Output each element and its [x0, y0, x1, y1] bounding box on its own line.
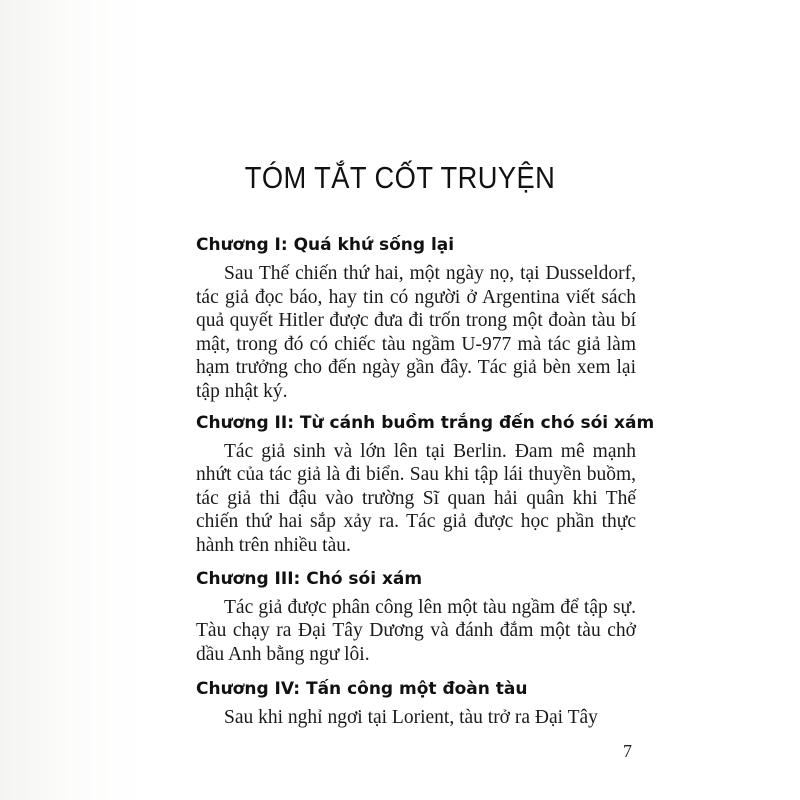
chapter-body: Sau khi nghỉ ngơi tại Lorient, tàu trở ra Đại Tây	[224, 707, 598, 729]
chapter-heading: Chương IV: Tấn công một đoàn tàu	[196, 679, 528, 700]
chapter-summary-list	[196, 230, 655, 730]
chapter-body: Sau Thế chiến thứ hai, một ngày nọ, tại Dusseldorf, tác giả đọc báo, hay tin có người ở Argentina viết sách quả quyết Hitler được đưa đi trốn trong một đoàn tàu bí mật, trong đó có chiếc tàu ngầm U-977 mà tác giả làm hạm trưởng cho đến ngày gần đây. Tác giả bèn xem lại tập nhật ký.	[196, 263, 636, 402]
chapter-heading: Chương III: Chó sói xám	[196, 568, 423, 589]
page-title: TÓM TẮT CỐT TRUYỆN	[244, 160, 556, 195]
chapter-2	[196, 408, 655, 558]
page-number: 7	[623, 741, 632, 761]
chapter-body: Tác giả được phân công lên một tàu ngầm để tập sự. Tàu chạy ra Đại Tây Dương và đánh đắm một tàu chở dầu Anh bằng ngư lôi.	[196, 596, 636, 665]
chapter-3	[196, 564, 636, 667]
chapter-1	[196, 230, 636, 404]
chapter-heading: Chương II: Từ cánh buồm trắng đến chó sói xám	[196, 412, 655, 433]
chapter-4	[196, 674, 636, 730]
chapter-body: Tác giả sinh và lớn lên tại Berlin. Đam mê mạnh nhứt của tác giả là đi biển. Sau khi tập lái thuyền buồm, tác giả thi đậu vào trường Sĩ quan hải quân khi Thế chiến thứ hai sắp xảy ra. Tác giả được học phần thực hành trên nhiều tàu.	[196, 440, 636, 556]
chapter-heading: Chương I: Quá khứ sống lại	[196, 235, 455, 255]
